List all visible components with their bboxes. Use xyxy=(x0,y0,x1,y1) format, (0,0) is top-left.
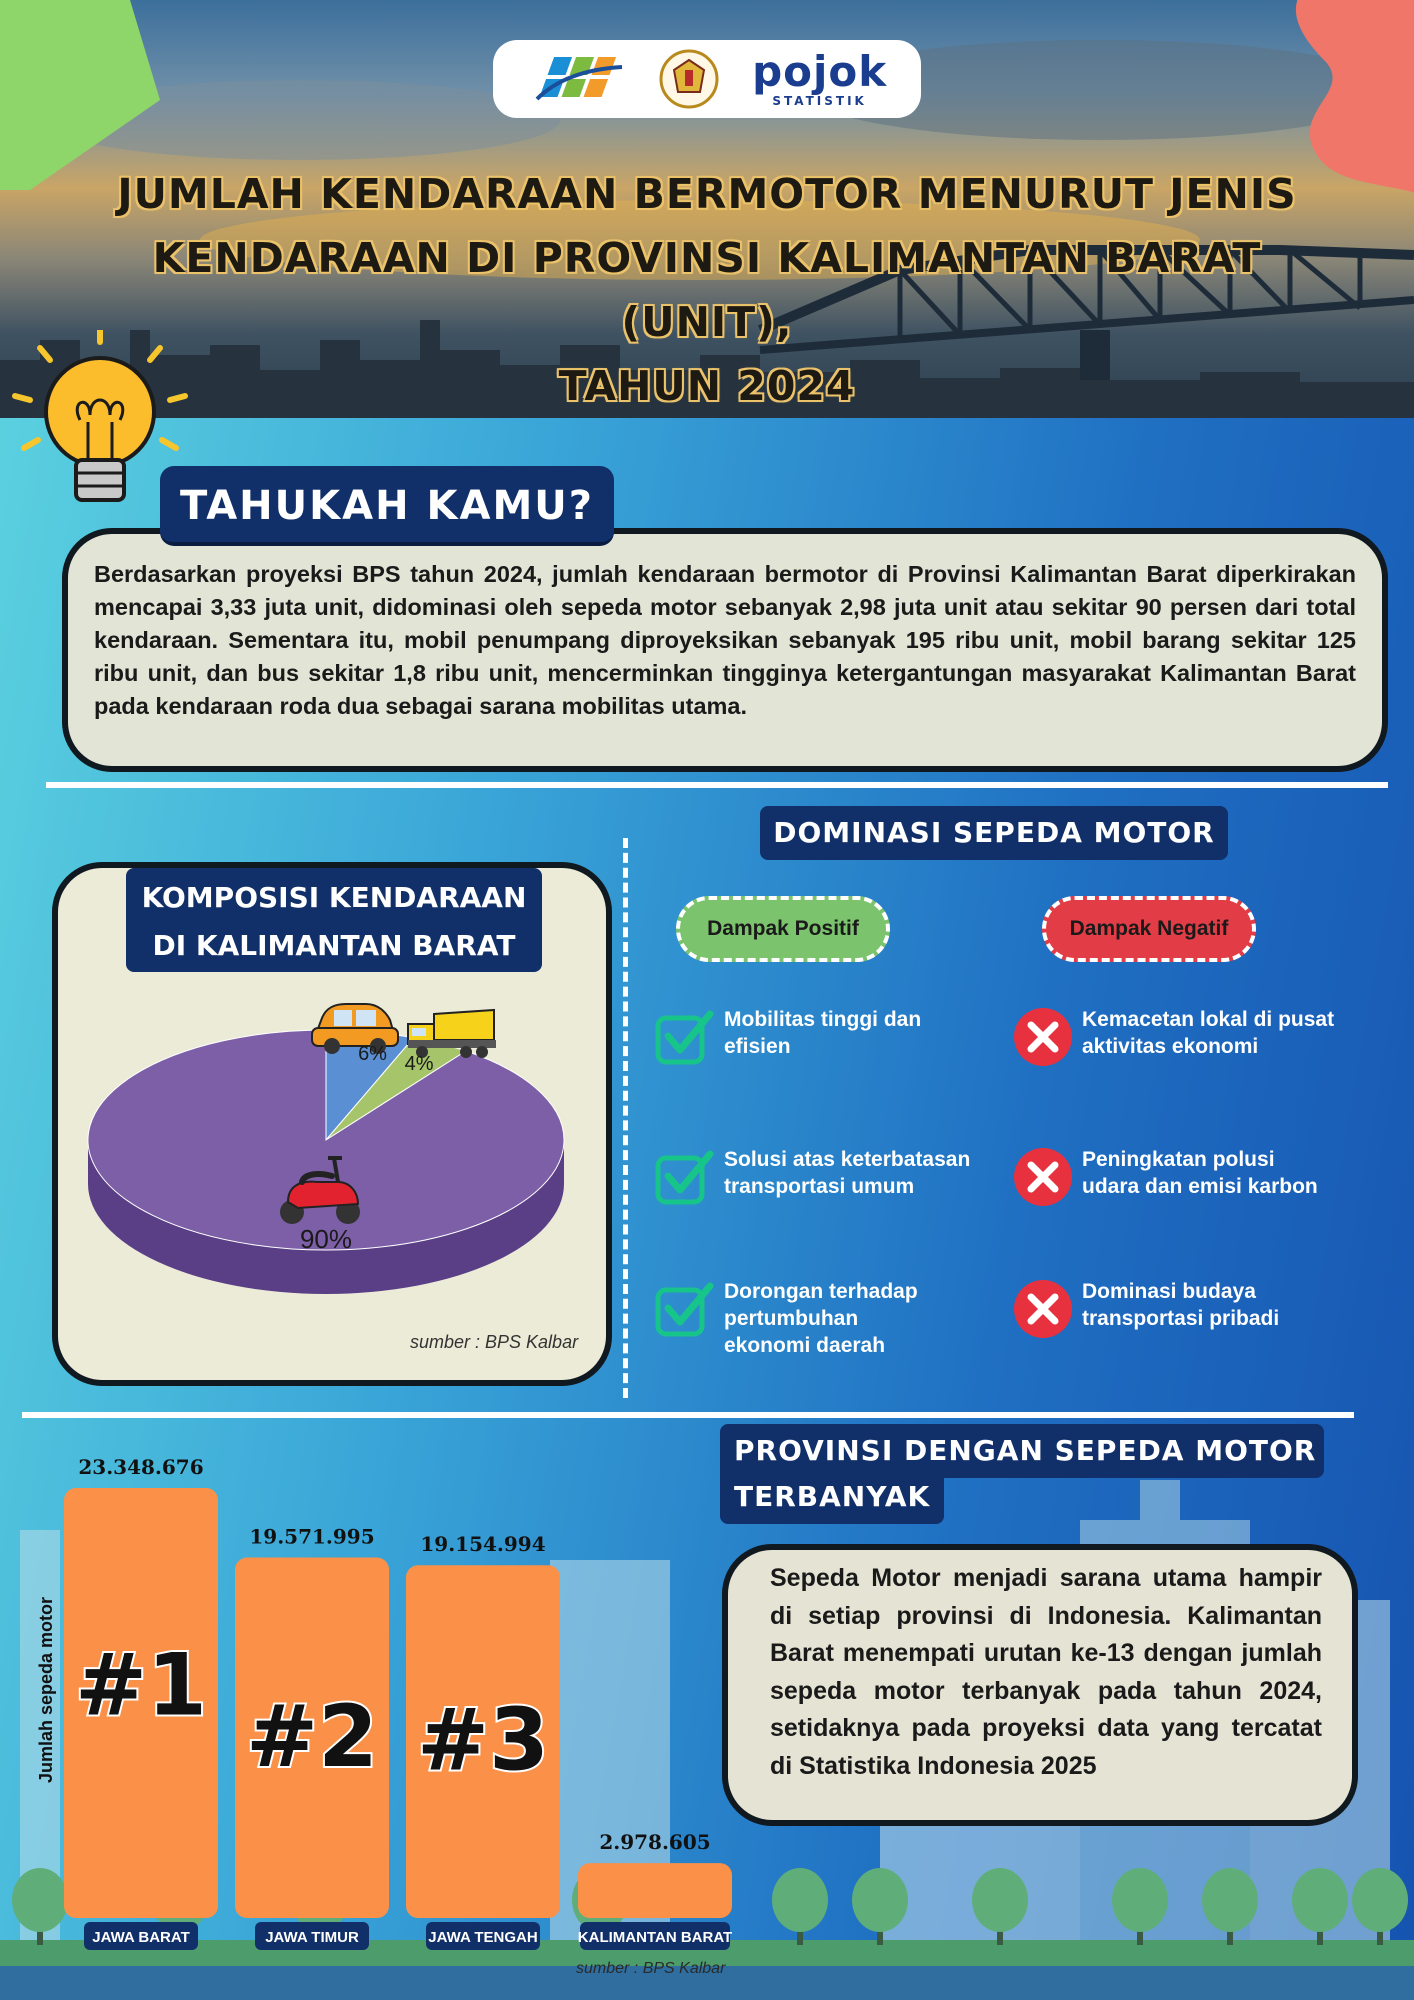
pie-label-1: 4% xyxy=(404,1053,434,1076)
tree-icon xyxy=(1202,1868,1258,1932)
impact-text-line: transportasi umum xyxy=(724,1175,915,1198)
bar-category-label: KALIMANTAN BARAT xyxy=(577,1929,733,1946)
impact-text-line: Dorongan terhadap xyxy=(724,1280,918,1303)
impact-text-line: ekonomi daerah xyxy=(724,1334,886,1357)
title-line-1: JUMLAH KENDARAAN BERMOTOR MENURUT JENIS xyxy=(117,170,1297,218)
impact-text-line: efisien xyxy=(724,1035,791,1058)
dampak-negatif-pill: Dampak Negatif xyxy=(1042,896,1256,962)
komposisi-label-line-1: KOMPOSISI KENDARAAN xyxy=(141,881,527,914)
impact-text-line: Peningkatan polusi xyxy=(1082,1148,1275,1171)
tree-icon xyxy=(12,1868,68,1932)
bar-rank-label: #1 xyxy=(75,1635,207,1736)
impact-text-line: pertumbuhan xyxy=(724,1307,859,1330)
pie-label-2: 90% xyxy=(299,1224,353,1254)
provinsi-label-line-2: TERBANYAK xyxy=(720,1470,944,1524)
title-line-2: KENDARAAN DI PROVINSI KALIMANTAN BARAT (UNIT), xyxy=(152,234,1262,346)
bar-chart-ylabel: Jumlah sepeda motor xyxy=(36,1596,56,1784)
bar-rank-label: #3 xyxy=(417,1690,549,1791)
dominasi-label: DOMINASI SEPEDA MOTOR xyxy=(760,806,1228,860)
bar-chart-source: sumber : BPS Kalbar xyxy=(576,1960,726,1977)
pojok-logo-sub: STATISTIK xyxy=(772,94,867,108)
impact-text-line: aktivitas ekonomi xyxy=(1082,1035,1259,1058)
impact-text-line: transportasi pribadi xyxy=(1082,1307,1280,1330)
impact-text-line: Mobilitas tinggi dan xyxy=(724,1008,922,1031)
bar-value-label: 23.348.676 xyxy=(78,1455,204,1479)
bar-kalimantan-barat xyxy=(578,1863,732,1918)
tree-icon xyxy=(1352,1868,1408,1932)
provinsi-label: PROVINSI DENGAN SEPEDA MOTOR xyxy=(720,1424,1324,1478)
tree-icon xyxy=(972,1868,1028,1932)
bar-value-label: 2.978.605 xyxy=(599,1830,711,1855)
bar-rank-label: #2 xyxy=(246,1686,378,1787)
bar-category-label: JAWA TIMUR xyxy=(265,1929,359,1946)
impact-text-line: Dominasi budaya xyxy=(1082,1280,1256,1303)
tree-icon xyxy=(852,1868,908,1932)
pie-label-0: 6% xyxy=(358,1043,387,1066)
impact-text-line: Solusi atas keterbatasan xyxy=(724,1148,971,1171)
komposisi-source: sumber : BPS Kalbar xyxy=(410,1332,579,1352)
tahukah-text-box: Berdasarkan proyeksi BPS tahun 2024, jumlah kendaraan bermotor di Provinsi Kalimantan Barat diperkirakan mencapai 3,33 juta unit, didominasi oleh sepeda motor sebanyak 2,98 juta unit atau sekitar 90 persen dari total kendaraan. Sementara itu, mobil penumpang diproyeksikan sebanyak 195 ribu unit, mobil barang sekitar 125 ribu unit, dan bus sekitar 1,8 ribu unit, mencerminkan tingginya ketergantungan masyarakat Kalimantan Barat pada kendaraan roda dua sebagai sarana mobilitas utama. xyxy=(62,528,1388,772)
bar-category-label: JAWA BARAT xyxy=(92,1929,190,1946)
tahukah-label: TAHUKAH KAMU? xyxy=(160,466,614,546)
pojok-logo-main: pojok xyxy=(752,47,888,96)
impact-text-line: Kemacetan lokal di pusat xyxy=(1082,1008,1335,1031)
komposisi-label-line-2: DI KALIMANTAN BARAT xyxy=(152,929,516,962)
tree-icon xyxy=(772,1868,828,1932)
bar-value-label: 19.154.994 xyxy=(420,1532,546,1557)
tree-icon xyxy=(1112,1868,1168,1932)
tree-icon xyxy=(1292,1868,1348,1932)
provinsi-text-box: Sepeda Motor menjadi sarana utama hampir di setiap provinsi di Indonesia. Kalimantan Barat menempati urutan ke-13 dengan jumlah sepeda motor terbanyak pada tahun 2024, setidaknya pada proyeksi data yang tercatat di Statistika Indonesia 2025 xyxy=(722,1544,1358,1826)
impact-text-line: udara dan emisi karbon xyxy=(1082,1175,1318,1198)
dampak-positif-pill: Dampak Positif xyxy=(676,896,890,962)
bar-category-label: JAWA TENGAH xyxy=(428,1929,538,1946)
title-line-3: TAHUN 2024 xyxy=(558,362,856,410)
bar-value-label: 19.571.995 xyxy=(249,1524,375,1549)
